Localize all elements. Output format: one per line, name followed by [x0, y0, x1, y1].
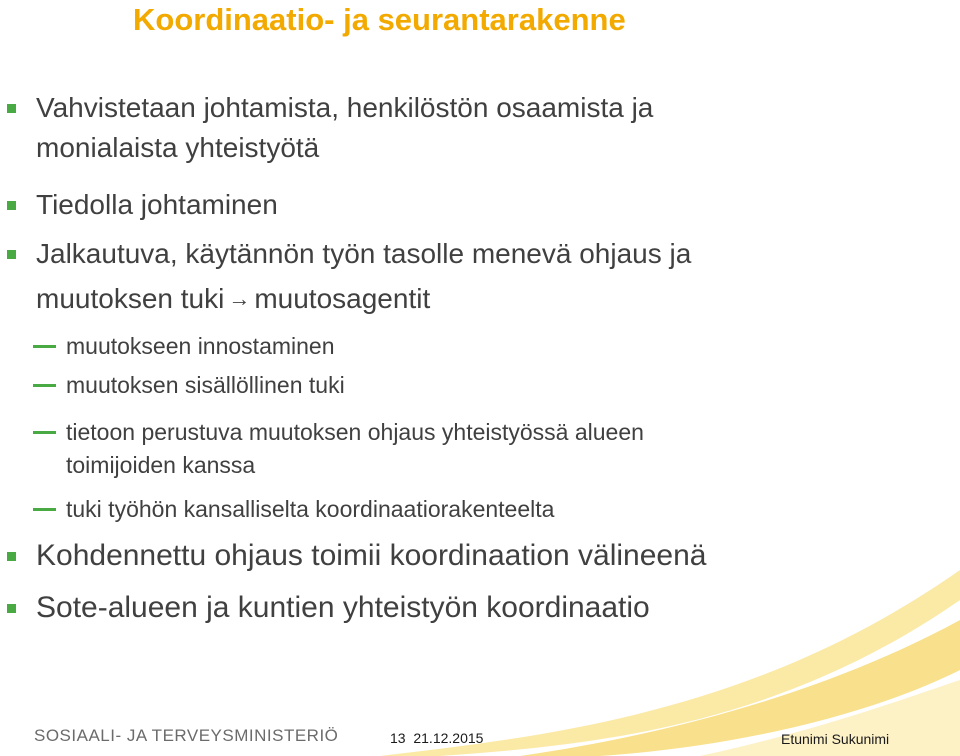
bullet-square-icon [7, 104, 16, 113]
bullet-text: Jalkautuva, käytännön työn tasolle menevä ohjaus ja [36, 238, 692, 269]
bullet-text: Sote-alueen ja kuntien yhteistyön koordinaatio [36, 591, 650, 624]
sub-bullet-dash-icon [33, 431, 56, 434]
page-and-date [390, 730, 483, 746]
sub-bullet-text: muutoksen sisällöllinen tuki [66, 372, 345, 398]
bullet-square-icon [7, 604, 16, 613]
bullet-square-icon [7, 250, 16, 259]
author-name: Etunimi Sukunimi [781, 731, 890, 747]
bullet-square-icon [7, 201, 16, 210]
page-number: 13 [390, 730, 406, 746]
right-arrow-icon: → [228, 286, 251, 311]
bullet-text: Kohdennettu ohjaus toimii koordinaation välineenä [36, 539, 707, 572]
sub-bullet-dash-icon [33, 345, 56, 348]
bullet-text-part: muutosagentit [254, 283, 431, 314]
sub-bullet-dash-icon [33, 508, 56, 511]
sub-bullet-text-continuation: toimijoiden kanssa [66, 452, 256, 478]
slide-date: 21.12.2015 [413, 730, 484, 746]
slide-title: Koordinaatio- ja seurantarakenne [133, 2, 626, 37]
bullet-square-icon [7, 552, 16, 561]
sub-bullet-text: muutokseen innostaminen [66, 333, 335, 359]
ministry-logo-text: SOSIAALI- JA TERVEYSMINISTERIÖ [34, 726, 339, 745]
bullet-text-continuation: monialaista yhteistyötä [36, 132, 320, 163]
bullet-text-continuation [36, 279, 430, 319]
bullet-text-part: muutoksen tuki [36, 283, 225, 314]
bullet-text: Vahvistetaan johtamista, henkilöstön osaamista ja [36, 92, 654, 123]
sub-bullet-dash-icon [33, 384, 56, 387]
sub-bullet-text: tietoon perustuva muutoksen ohjaus yhteistyössä alueen [66, 419, 644, 445]
bullet-text: Tiedolla johtaminen [36, 189, 278, 220]
sub-bullet-text: tuki työhön kansalliselta koordinaatiorakenteelta [66, 496, 555, 522]
